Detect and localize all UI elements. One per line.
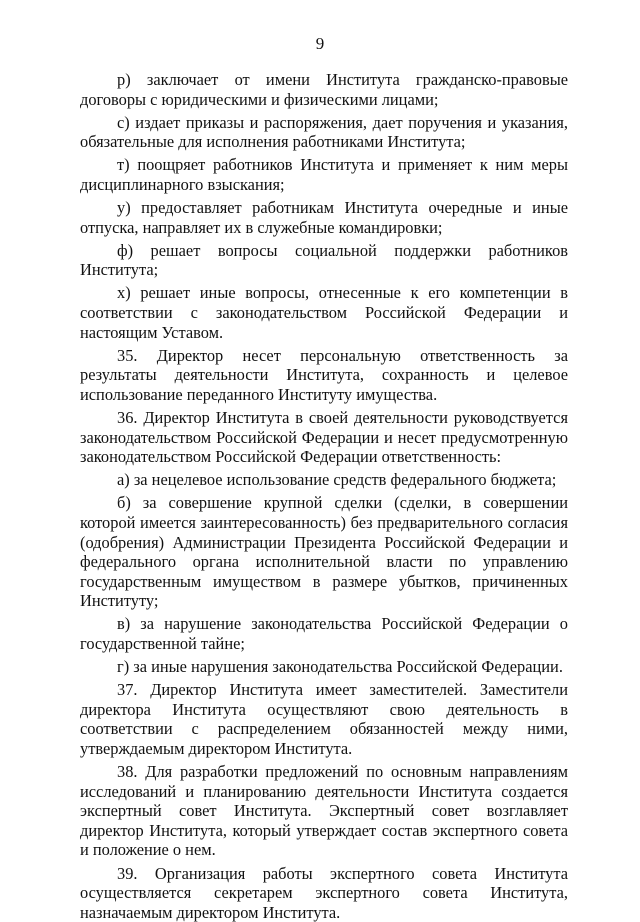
clause-f: ф) решает вопросы социальной поддержки работников Института; [80, 240, 568, 280]
clause-v: в) за нарушение законодательства Российской Федерации о государственной тайне; [80, 614, 568, 654]
section-36: 36. Директор Института в своей деятельности руководствуется законодательством Российской Федерации и несет предусмотренную законодательством Российской Федерации ответственность: [80, 408, 568, 467]
clause-b: б) за совершение крупной сделки (сделки, в совершении которой имеется заинтересованность) без предварительного согласия (одобрения) Администрации Президента Российской Федерации и федерального органа исполнительной власти по управлению государственным имуществом в размере убытков, причиненных Институту; [80, 493, 568, 611]
page-number: 9 [315, 34, 325, 53]
section-39: 39. Организация работы экспертного совета Института осуществляется секретарем экспертного совета Института, назначаемым директором Института. [80, 863, 568, 922]
clause-u: у) предоставляет работникам Института очередные и иные отпуска, направляет их в служебные командировки; [80, 198, 568, 237]
clause-t: т) поощряет работников Института и применяет к ним меры дисциплинарного взыскания; [80, 155, 568, 194]
clause-a: а) за нецелевое использование средств федерального бюджета; [117, 470, 557, 490]
section-38: 38. Для разработки предложений по основным направлениям исследований и планированию деятельности Института создается экспертный совет Института. Экспертный совет возглавляет директор Института, который утверждает состав экспертного совета и положение о нем. [80, 762, 568, 860]
clause-kh: х) решает иные вопросы, отнесенные к его компетенции в соответствии с законодательством Российской Федерации и настоящим Уставом. [80, 283, 568, 342]
clause-g: г) за иные нарушения законодательства Российской Федерации. [117, 657, 563, 677]
clause-r: р) заключает от имени Института гражданско-правовые договоры с юридическими и физическими лицами; [80, 70, 568, 109]
section-35: 35. Директор несет персональную ответственность за результаты деятельности Института, сохранность и целевое использование переданного Институту имущества. [80, 345, 568, 404]
section-37: 37. Директор Института имеет заместителей. Заместители директора Института осуществляют свою деятельность в соответствии с распределением обязанностей между ними, утверждаемым директором Института. [80, 680, 568, 758]
document-body [80, 70, 568, 922]
clause-s: с) издает приказы и распоряжения, дает поручения и указания, обязательные для исполнения работниками Института; [80, 112, 568, 152]
